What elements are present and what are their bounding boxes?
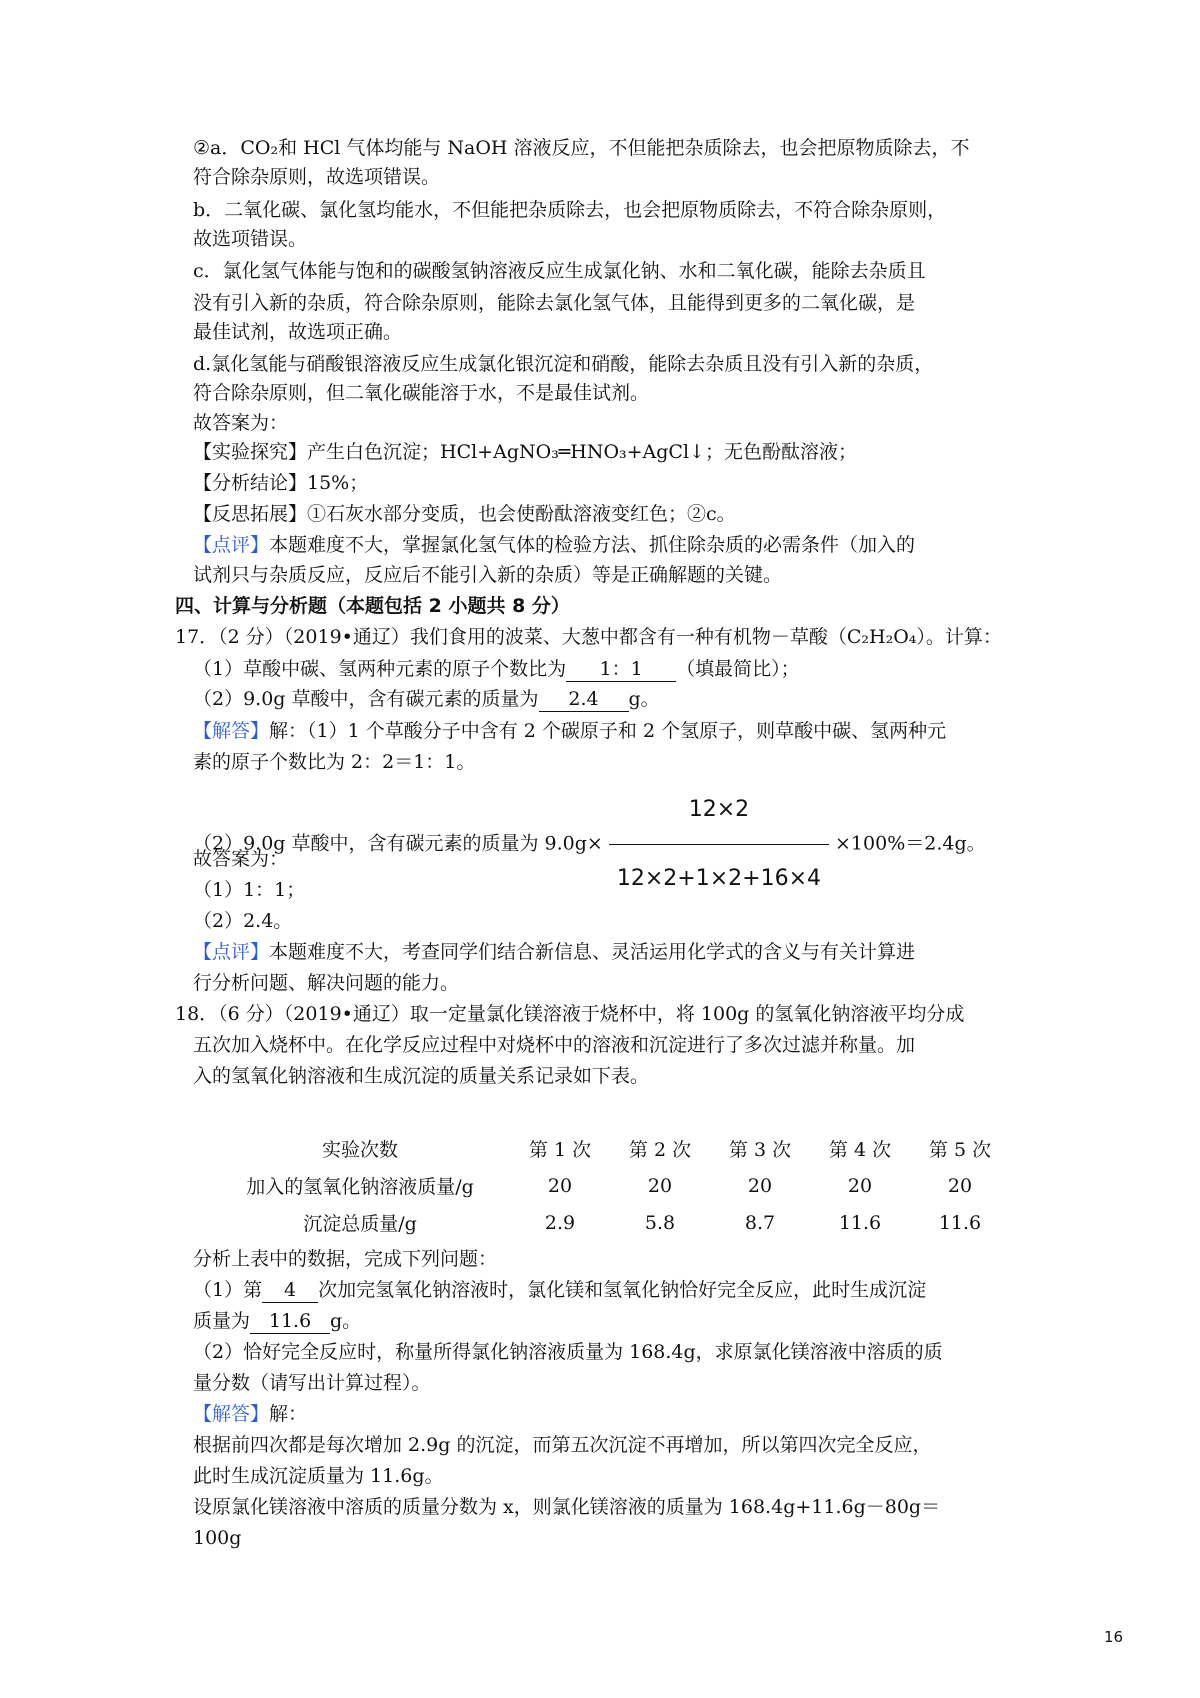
answer-tag: 【解答】	[193, 720, 270, 742]
answer-18-line: 【解答】解：	[193, 1403, 308, 1425]
table-cell: 第 2 次	[628, 1139, 692, 1161]
table-cell: 2.9	[544, 1211, 576, 1234]
text-line: 符合除杂原则，故选项错误。	[193, 166, 441, 188]
question-18-line: 质量为 11.6 g。	[193, 1310, 362, 1332]
text-line: 【实验探究】产生白色沉淀；HCl+AgNO₃═HNO₃+AgCl↓；无色酚酞溶液；	[193, 441, 857, 463]
table-cell: 第 5 次	[928, 1139, 992, 1161]
answer-17-line: 【解答】解：（1）1 个草酸分子中含有 2 个碳原子和 2 个氢原子，则草酸中碳、氢两种元	[193, 720, 947, 742]
page-number: 16	[1104, 1628, 1124, 1646]
table-cell: 第 1 次	[528, 1139, 592, 1161]
table-cell: 5.8	[644, 1211, 676, 1234]
table-cell: 20	[747, 1174, 773, 1197]
answer-17-line: （2）2.4。	[193, 910, 293, 932]
table-row	[210, 1167, 1010, 1204]
experiment-table	[210, 1130, 1010, 1241]
review-17-line: 行分析问题、解决问题的能力。	[193, 972, 460, 994]
text-line: 故选项错误。	[193, 228, 308, 250]
text-line: 符合除杂原则，但二氧化碳能溶于水，不是最佳试剂。	[193, 382, 650, 404]
answer-blank: 11.6	[250, 1309, 330, 1334]
answer-17-line: 素的原子个数比为 2：2＝1：1。	[193, 751, 476, 773]
text-line: 【点评】本题难度不大，掌握氯化氢气体的检验方法、抓住除杂质的必需条件（加入的	[193, 534, 916, 556]
table-cell: 第 3 次	[728, 1139, 792, 1161]
table-cell: 8.7	[744, 1211, 776, 1234]
text-line: d.氯化氢能与硝酸银溶液反应生成氯化银沉淀和硝酸，能除去杂质且没有引入新的杂质，	[193, 353, 934, 375]
answer-18-line: 根据前四次都是每次增加 2.9g 的沉淀，而第五次沉淀不再增加，所以第四次完全反应，	[193, 1434, 932, 1456]
text-line: 试剂只与杂质反应，反应后不能引入新的杂质）等是正确解题的关键。	[193, 564, 783, 586]
answer-blank: 4	[262, 1278, 318, 1303]
table-cell: 11.6	[838, 1211, 882, 1234]
question-17-part-2: （2）9.0g 草酸中，含有碳元素的质量为 2.4 g。	[193, 688, 660, 710]
review-tag: 【点评】	[193, 941, 270, 963]
question-18-line: 五次加入烧杯中。在化学反应过程中对烧杯中的溶液和沉淀进行了多次过滤并称量。加	[193, 1034, 916, 1056]
question-17: 17．（2 分）（2019•通辽）我们食用的波菜、大葱中都含有一种有机物－草酸（C₂H₂O₄）。计算：	[175, 626, 1002, 648]
question-18-line: 入的氢氧化钠溶液和生成沉淀的质量关系记录如下表。	[193, 1065, 650, 1087]
fraction	[609, 778, 829, 911]
table-cell: 实验次数	[321, 1139, 398, 1161]
answer-17-formula: （2）9.0g 草酸中，含有碳元素的质量为 9.0g× $\frac{12\times 2}{12\times 2+1\times 2+16\times 4}$ ×100%＝2.4g。	[193, 778, 986, 911]
table-row	[210, 1130, 1010, 1167]
question-18-part-1: （1）第 4 次加完氢氧化钠溶液时，氯化镁和氢氧化钠恰好完全反应，此时生成沉淀	[193, 1279, 927, 1301]
question-18-part-2: （2）恰好完全反应时，称量所得氯化钠溶液质量为 168.4g，求原氯化镁溶液中溶质的质	[193, 1341, 943, 1363]
answer-blank: 1：1	[566, 657, 676, 682]
section-heading: 四、计算与分析题（本题包括 2 小题共 8 分）	[175, 595, 570, 617]
table-cell: 20	[947, 1174, 973, 1197]
text-line: c．氯化氢气体能与饱和的碳酸氢钠溶液反应生成氯化钠、水和二氧化碳，能除去杂质且	[193, 260, 926, 282]
table-cell: 20	[847, 1174, 873, 1197]
question-18: 18．（6 分）（2019•通辽）取一定量氯化镁溶液于烧杯中，将 100g 的氢氧化钠溶液平均分成	[175, 1003, 965, 1025]
answer-blank: 2.4	[539, 687, 629, 712]
question-18-line: 分析上表中的数据，完成下列问题：	[193, 1248, 498, 1270]
review-tag: 【点评】	[193, 534, 270, 556]
answer-tag: 【解答】	[193, 1403, 270, 1425]
question-17-part-1: （1）草酸中碳、氢两种元素的原子个数比为 1：1 （填最简比）；	[193, 658, 800, 680]
table-cell: 沉淀总质量/g	[303, 1213, 417, 1235]
review-17-line: 【点评】本题难度不大，考查同学们结合新信息、灵活运用化学式的含义与有关计算进	[193, 941, 916, 963]
fraction-denominator: 12×2+1×2+16×4	[616, 866, 822, 891]
table-cell: 20	[547, 1174, 573, 1197]
question-18-line: 量分数（请写出计算过程）。	[193, 1372, 431, 1394]
text-line: 【反思拓展】①石灰水部分变质，也会使酚酞溶液变红色；②c。	[193, 503, 736, 525]
table-cell: 加入的氢氧化钠溶液质量/g	[246, 1176, 474, 1198]
table-cell: 20	[647, 1174, 673, 1197]
answer-18-line: 设原氯化镁溶液中溶质的质量分数为 x，则氯化镁溶液的质量为 168.4g+11.6g－80g＝	[193, 1496, 941, 1518]
table-cell: 11.6	[938, 1211, 982, 1234]
text-line: 没有引入新的杂质，符合除杂原则，能除去氯化氢气体，且能得到更多的二氧化碳，是	[193, 292, 916, 314]
text-line: ②a．CO₂和 HCl 气体均能与 NaOH 溶液反应，不但能把杂质除去，也会把原物质除去，不	[193, 137, 970, 159]
text-line: b．二氧化碳、氯化氢均能水，不但能把杂质除去，也会把原物质除去，不符合除杂原则，	[193, 199, 947, 221]
table-row	[210, 1204, 1010, 1241]
fraction-numerator: 12×2	[609, 778, 829, 845]
answer-18-line: 100g	[193, 1527, 242, 1549]
table-cell: 第 4 次	[828, 1139, 892, 1161]
text-line: 【分析结论】15%；	[193, 472, 369, 494]
text-line: 故答案为：	[193, 412, 289, 434]
text-line: 最佳试剂，故选项正确。	[193, 321, 403, 343]
answer-18-line: 此时生成沉淀质量为 11.6g。	[193, 1465, 444, 1487]
answer-17-line: （1）1：1；	[193, 879, 306, 901]
answer-17-line: 故答案为：	[193, 848, 289, 870]
